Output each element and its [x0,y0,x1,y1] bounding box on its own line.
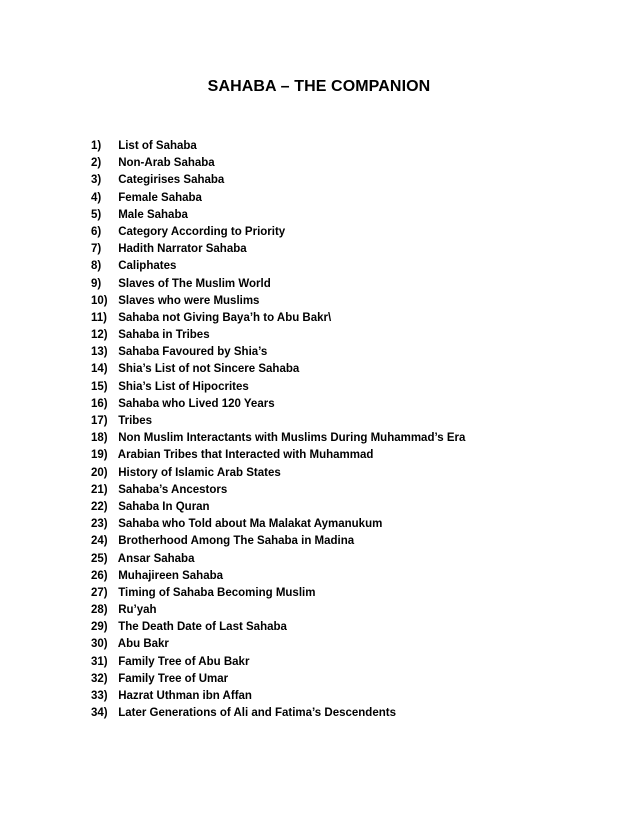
list-item-text: Sahaba Favoured by Shia’s [118,346,268,359]
list-item-number: 10) [91,294,108,307]
list-item [91,636,465,653]
list-item [91,224,465,241]
list-item-text: Categirises Sahaba [118,174,225,187]
list-item-number: 30) [91,638,108,651]
list-item-text: Shia’s List of Hipocrites [118,380,249,393]
list-item-text: Sahaba in Tribes [118,329,210,342]
list-item [91,568,465,585]
list-item [91,585,465,602]
list-item-text: Ansar Sahaba [117,552,195,565]
list-item [91,654,465,671]
list-item [91,413,465,430]
list-item [91,293,465,310]
list-item-text: The Death Date of Last Sahaba [118,621,287,634]
list-item-text: History of Islamic Arab States [118,466,281,479]
list-item-number: 34) [91,707,108,720]
list-item-number: 9) [91,277,102,290]
list-item-text: Arabian Tribes that Interacted with Muhammad [117,449,374,462]
page-title: SAHABA – THE COMPANION [207,78,431,95]
list-item [91,344,465,361]
list-item [91,258,465,275]
list-item-text: Family Tree of Abu Bakr [118,655,250,668]
list-item-text: Caliphates [118,260,177,273]
list-item-text: Non Muslim Interactants with Muslims During Muhammad’s Era [118,432,466,445]
list-item-number: 5) [91,208,102,221]
list-item-text: Category According to Priority [118,225,286,238]
list-item-number: 14) [91,363,108,376]
list-item [91,482,465,499]
list-item-number: 22) [91,500,108,513]
list-item-number: 28) [91,604,108,617]
list-item-text: Muhajireen Sahaba [118,569,224,582]
list-item-number: 24) [91,535,108,548]
list-item-number: 6) [91,225,102,238]
list-item-text: Slaves who were Muslims [118,294,260,307]
list-item [91,207,465,224]
list-item-number: 3) [91,174,102,187]
list-item-number: 19) [91,449,108,462]
list-item [91,671,465,688]
list-item-number: 27) [91,586,108,599]
list-item-number: 13) [91,346,108,359]
list-item-text: Timing of Sahaba Becoming Muslim [118,586,316,599]
list-item [91,361,465,378]
list-item-text: Hadith Narrator Sahaba [118,243,247,256]
list-item [91,276,465,293]
list-item [91,447,465,464]
list-item [91,516,465,533]
list-item-number: 2) [91,157,102,170]
list-item-number: 33) [91,690,108,702]
list-item-number: 4) [91,191,102,204]
topic-list [91,138,465,722]
list-item [91,499,465,516]
list-item-text: Sahaba’s Ancestors [118,483,228,496]
list-item [91,533,465,550]
list-item-number: 20) [91,466,108,479]
list-item-text: List of Sahaba [118,140,197,152]
list-item [91,327,465,344]
list-item [91,172,465,189]
list-item-text: Male Sahaba [118,208,188,221]
list-item-text: Abu Bakr [117,638,169,651]
list-item-text: Brotherhood Among The Sahaba in Madina [118,535,355,548]
list-item-text: Hazrat Uthman ibn Affan [118,690,252,702]
list-item-number: 12) [91,329,108,342]
list-item [91,379,465,396]
list-item-number: 32) [91,672,108,685]
list-item-text: Slaves of The Muslim World [118,277,271,290]
list-item [91,190,465,207]
list-item-text: Family Tree of Umar [118,672,229,685]
list-item-text: Sahaba who Lived 120 Years [118,397,275,410]
list-item [91,465,465,482]
list-item [91,705,465,722]
list-item [91,241,465,258]
list-item [91,430,465,447]
list-item [91,310,465,327]
list-item-text: Ru’yah [118,604,157,617]
list-item-text: Shia’s List of not Sincere Sahaba [118,363,300,376]
list-item-number: 26) [91,569,108,582]
list-item-number: 7) [91,243,102,256]
list-item-number: 29) [91,621,108,634]
list-item-text: Sahaba who Told about Ma Malakat Aymanukum [118,518,383,531]
list-item-number: 31) [91,655,108,668]
list-item-number: 8) [91,260,102,273]
list-item-number: 18) [91,432,108,445]
list-item-text: Non-Arab Sahaba [118,157,215,170]
list-item-number: 21) [91,483,108,496]
list-item-text: Tribes [118,415,153,427]
list-item-number: 15) [91,380,108,393]
list-item [91,602,465,619]
list-item [91,396,465,413]
list-item-number: 17) [91,415,108,427]
list-item-number: 16) [91,397,108,410]
list-item [91,688,465,705]
list-item [91,155,465,172]
list-item-number: 23) [91,518,108,531]
list-item-text: Sahaba not Giving Baya’h to Abu Bakr\ [118,311,332,324]
list-item-number: 25) [91,552,108,565]
list-item [91,619,465,636]
list-item-text: Later Generations of Ali and Fatima’s Descendents [118,707,396,720]
list-item [91,138,465,155]
list-item-text: Female Sahaba [118,191,202,204]
list-item-text: Sahaba In Quran [118,500,210,513]
list-item-number: 11) [91,311,107,324]
list-item-number: 1) [91,140,102,152]
list-item [91,551,465,568]
